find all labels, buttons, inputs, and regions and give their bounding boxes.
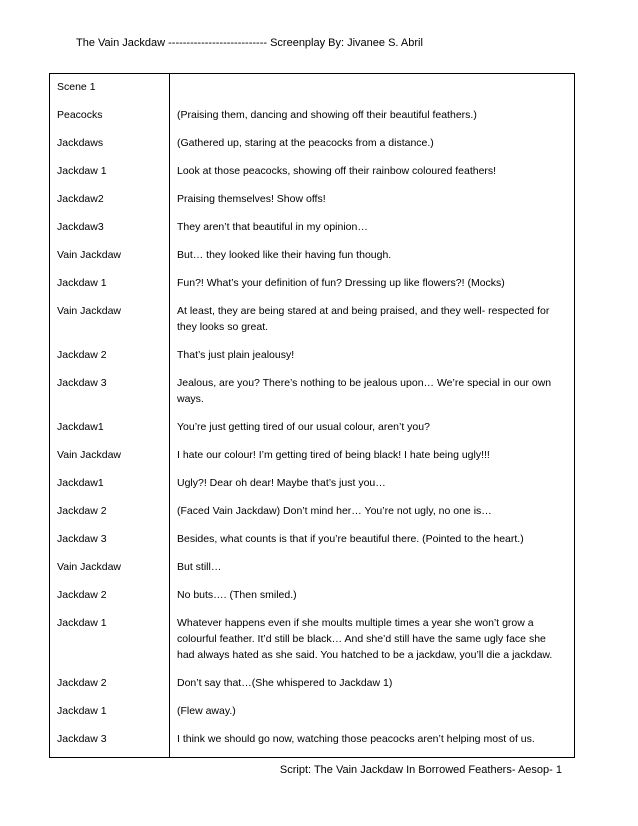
speaker-cell: Vain Jackdaw xyxy=(50,298,170,342)
dialogue-cell: (Praising them, dancing and showing off their beautiful feathers.) xyxy=(170,102,575,130)
speaker-cell: Jackdaws xyxy=(50,130,170,158)
table-row xyxy=(50,270,575,298)
dialogue-cell: Besides, what counts is that if you’re beautiful there. (Pointed to the heart.) xyxy=(170,526,575,554)
dialogue-cell: No buts…. (Then smiled.) xyxy=(170,582,575,610)
script-table xyxy=(49,73,575,758)
dialogue-cell: Praising themselves! Show offs! xyxy=(170,186,575,214)
dialogue-cell: But… they looked like their having fun though. xyxy=(170,242,575,270)
page-footer: Script: The Vain Jackdaw In Borrowed Feathers- Aesop- 1 xyxy=(279,764,562,776)
speaker-cell: Vain Jackdaw xyxy=(50,442,170,470)
speaker-cell: Vain Jackdaw xyxy=(50,242,170,270)
speaker-cell: Vain Jackdaw xyxy=(50,554,170,582)
table-row xyxy=(50,74,575,103)
table-row xyxy=(50,554,575,582)
table-row xyxy=(50,610,575,670)
dialogue-cell: Jealous, are you? There’s nothing to be jealous upon… We’re special in our own ways. xyxy=(170,370,575,414)
dialogue-cell xyxy=(170,74,575,103)
speaker-cell: Jackdaw 3 xyxy=(50,726,170,758)
dialogue-cell: At least, they are being stared at and being praised, and they well- respected for they looks so great. xyxy=(170,298,575,342)
table-row xyxy=(50,414,575,442)
speaker-cell: Jackdaw 1 xyxy=(50,158,170,186)
speaker-cell: Peacocks xyxy=(50,102,170,130)
dialogue-cell: Don’t say that…(She whispered to Jackdaw 1) xyxy=(170,670,575,698)
dialogue-cell: Fun?! What’s your definition of fun? Dressing up like flowers?! (Mocks) xyxy=(170,270,575,298)
speaker-cell: Jackdaw2 xyxy=(50,186,170,214)
table-row xyxy=(50,342,575,370)
speaker-cell: Jackdaw1 xyxy=(50,414,170,442)
table-row xyxy=(50,214,575,242)
speaker-cell: Jackdaw 3 xyxy=(50,370,170,414)
dialogue-cell: (Gathered up, staring at the peacocks from a distance.) xyxy=(170,130,575,158)
speaker-cell: Jackdaw 1 xyxy=(50,270,170,298)
table-row xyxy=(50,186,575,214)
table-row xyxy=(50,102,575,130)
speaker-cell: Jackdaw 1 xyxy=(50,610,170,670)
dialogue-cell: I think we should go now, watching those peacocks aren’t helping most of us. xyxy=(170,726,575,758)
dialogue-cell: They aren’t that beautiful in my opinion… xyxy=(170,214,575,242)
speaker-cell: Jackdaw 2 xyxy=(50,670,170,698)
dialogue-cell: I hate our colour! I’m getting tired of being black! I hate being ugly!!! xyxy=(170,442,575,470)
speaker-cell: Jackdaw3 xyxy=(50,214,170,242)
table-row xyxy=(50,130,575,158)
dialogue-cell: (Faced Vain Jackdaw) Don’t mind her… You’re not ugly, no one is… xyxy=(170,498,575,526)
speaker-cell: Jackdaw 1 xyxy=(50,698,170,726)
dialogue-cell: (Flew away.) xyxy=(170,698,575,726)
dialogue-cell: Ugly?! Dear oh dear! Maybe that’s just you… xyxy=(170,470,575,498)
table-row xyxy=(50,698,575,726)
page-header: The Vain Jackdaw --------------------------- Screenplay By: Jivanee S. Abril xyxy=(76,37,423,49)
table-row xyxy=(50,498,575,526)
speaker-cell: Jackdaw 2 xyxy=(50,498,170,526)
table-row xyxy=(50,670,575,698)
table-row xyxy=(50,526,575,554)
speaker-cell: Jackdaw1 xyxy=(50,470,170,498)
table-row xyxy=(50,726,575,758)
speaker-cell: Jackdaw 2 xyxy=(50,342,170,370)
table-row xyxy=(50,470,575,498)
table-row xyxy=(50,298,575,342)
dialogue-cell: Whatever happens even if she moults multiple times a year she won’t grow a colourful feather. It’d still be black… And she’d still have the same ugly face she had always hated as she said. You hatched to be a jackdaw, you’ll die a jackdaw. xyxy=(170,610,575,670)
table-row xyxy=(50,442,575,470)
speaker-cell: Jackdaw 2 xyxy=(50,582,170,610)
table-row xyxy=(50,242,575,270)
table-row xyxy=(50,158,575,186)
dialogue-cell: But still… xyxy=(170,554,575,582)
dialogue-cell: You’re just getting tired of our usual colour, aren’t you? xyxy=(170,414,575,442)
speaker-cell: Scene 1 xyxy=(50,74,170,103)
speaker-cell: Jackdaw 3 xyxy=(50,526,170,554)
dialogue-cell: That’s just plain jealousy! xyxy=(170,342,575,370)
table-row xyxy=(50,582,575,610)
dialogue-cell: Look at those peacocks, showing off their rainbow coloured feathers! xyxy=(170,158,575,186)
table-row xyxy=(50,370,575,414)
